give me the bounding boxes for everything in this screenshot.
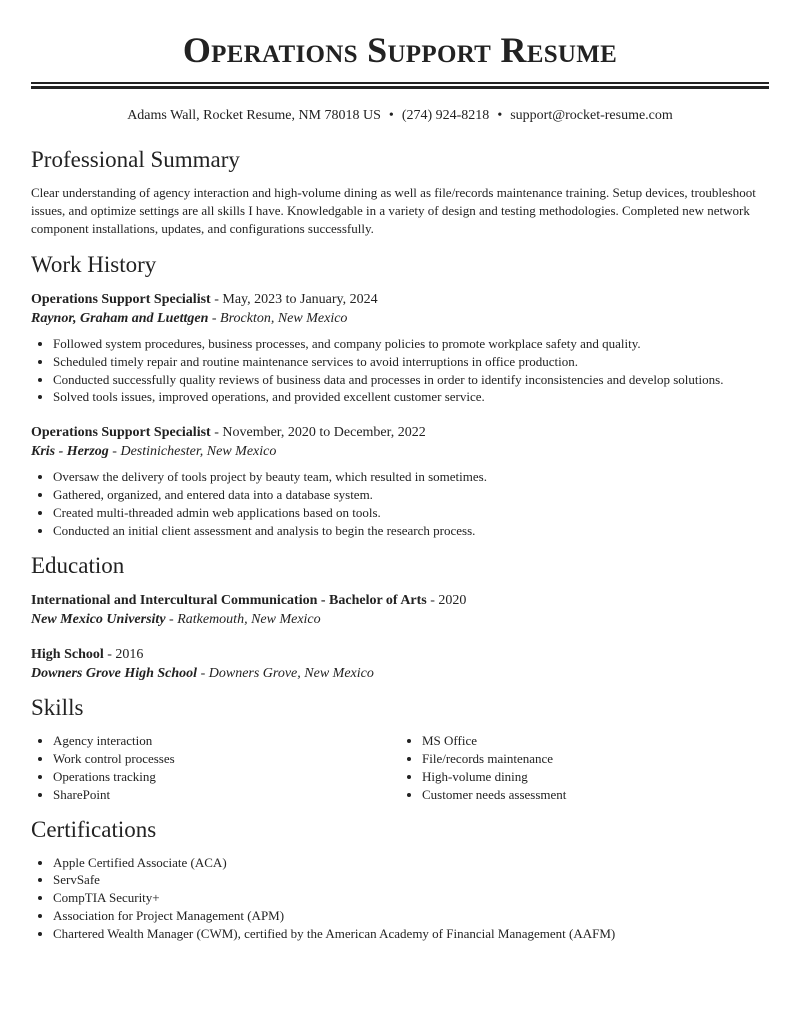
- skill-item: • Work control processes: [53, 750, 400, 768]
- company-line: [31, 309, 769, 328]
- resume-page: [31, 0, 769, 943]
- list-item: • Scheduled timely repair and routine maintenance services to avoid interruptions in office production.: [53, 353, 769, 371]
- education-entry: [31, 645, 769, 683]
- list-item: • Gathered, organized, and entered data into a database system.: [53, 486, 769, 504]
- school-line: [31, 664, 769, 683]
- summary-text: Clear understanding of agency interaction and high-volume dining as well as file/records maintenance training. Setup devices, troubleshoot issues, and optimize settings are all skills I have. Knowledgable in a variety of design and testing methodologies. Completed new network component installations, updates, and configurations successfully.: [31, 185, 756, 236]
- job-dates: - November, 2020 to December, 2022: [214, 425, 426, 441]
- contact-separator: •: [497, 108, 503, 123]
- job-duties-list: [31, 335, 769, 406]
- skills-grid: [31, 732, 769, 803]
- company-name: Kris - Herzog: [31, 444, 109, 460]
- certification-item: • Association for Project Management (APM): [53, 907, 769, 925]
- certifications-list: [31, 854, 769, 943]
- list-item: • Oversaw the delivery of tools project by beauty team, which resulted in sometimes.: [53, 468, 769, 486]
- job-duties-list: [31, 468, 769, 539]
- contact-address: Adams Wall, Rocket Resume, NM 78018 US: [127, 108, 381, 123]
- list-item: • Conducted successfully quality reviews of business data and processes in order to identify inconsistencies and develop solutions.: [53, 371, 769, 389]
- certification-item: • Apple Certified Associate (ACA): [53, 854, 769, 872]
- work-history-heading: Work History: [31, 252, 157, 277]
- job-entry: [31, 290, 769, 406]
- skill-item: • MS Office: [422, 732, 769, 750]
- graduation-year: - 2016: [107, 647, 144, 663]
- graduation-year: - 2020: [430, 593, 467, 609]
- summary-heading: Professional Summary: [31, 147, 240, 172]
- job-title-line: [31, 290, 769, 309]
- skills-heading: Skills: [31, 695, 84, 721]
- certification-item: • Chartered Wealth Manager (CWM), certified by the American Academy of Financial Management (AAFM): [53, 925, 769, 943]
- skill-item: • Customer needs assessment: [422, 786, 769, 804]
- company-name: Raynor, Graham and Luettgen: [31, 311, 209, 326]
- skill-item: • File/records maintenance: [422, 750, 769, 768]
- list-item: • Created multi-threaded admin web applications based on tools.: [53, 504, 769, 522]
- school-name: Downers Grove High School: [31, 666, 198, 682]
- education-heading: Education: [31, 553, 125, 579]
- certifications-heading: Certifications: [31, 816, 157, 842]
- education-entry: [31, 591, 769, 629]
- degree-name: High School: [31, 647, 104, 663]
- job-dates: - May, 2023 to January, 2024: [214, 292, 378, 307]
- list-item: • Solved tools issues, improved operations, and provided excellent customer service.: [53, 388, 769, 406]
- degree-name: International and Intercultural Communication - Bachelor of Arts: [31, 593, 427, 609]
- list-item: • Followed system procedures, business processes, and company policies to promote workplace safety and quality.: [53, 335, 769, 353]
- skills-list-right: [400, 732, 769, 803]
- school-name: New Mexico University: [31, 612, 166, 628]
- contact-separator: •: [388, 108, 394, 123]
- job-title: Operations Support Specialist: [31, 425, 211, 441]
- title-divider-thick: [31, 86, 769, 89]
- certification-item: • ServSafe: [53, 871, 769, 889]
- job-entry: [31, 423, 769, 539]
- skill-item: • SharePoint: [53, 786, 400, 804]
- contact-phone: (274) 924-8218: [401, 108, 490, 123]
- degree-line: [31, 591, 769, 610]
- list-item: • Conducted an initial client assessment and analysis to begin the research process.: [53, 522, 769, 540]
- title-divider-thin: [31, 82, 769, 84]
- skill-item: • Operations tracking: [53, 768, 400, 786]
- skills-list-left: [31, 732, 400, 803]
- contact-email: support@rocket-resume.com: [510, 108, 673, 123]
- company-location: - Destinichester, New Mexico: [112, 444, 277, 460]
- job-title: Operations Support Specialist: [31, 292, 211, 307]
- contact-line: [31, 107, 769, 125]
- school-line: [31, 610, 769, 629]
- company-location: - Brockton, New Mexico: [211, 311, 348, 326]
- school-location: - Ratkemouth, New Mexico: [169, 612, 321, 628]
- school-location: - Downers Grove, New Mexico: [200, 666, 374, 682]
- skill-item: • High-volume dining: [422, 768, 769, 786]
- skill-item: • Agency interaction: [53, 732, 400, 750]
- company-line: [31, 442, 769, 461]
- degree-line: [31, 645, 769, 664]
- resume-title: Operations Support Resume: [182, 30, 618, 70]
- job-title-line: [31, 423, 769, 442]
- certification-item: • CompTIA Security+: [53, 889, 769, 907]
